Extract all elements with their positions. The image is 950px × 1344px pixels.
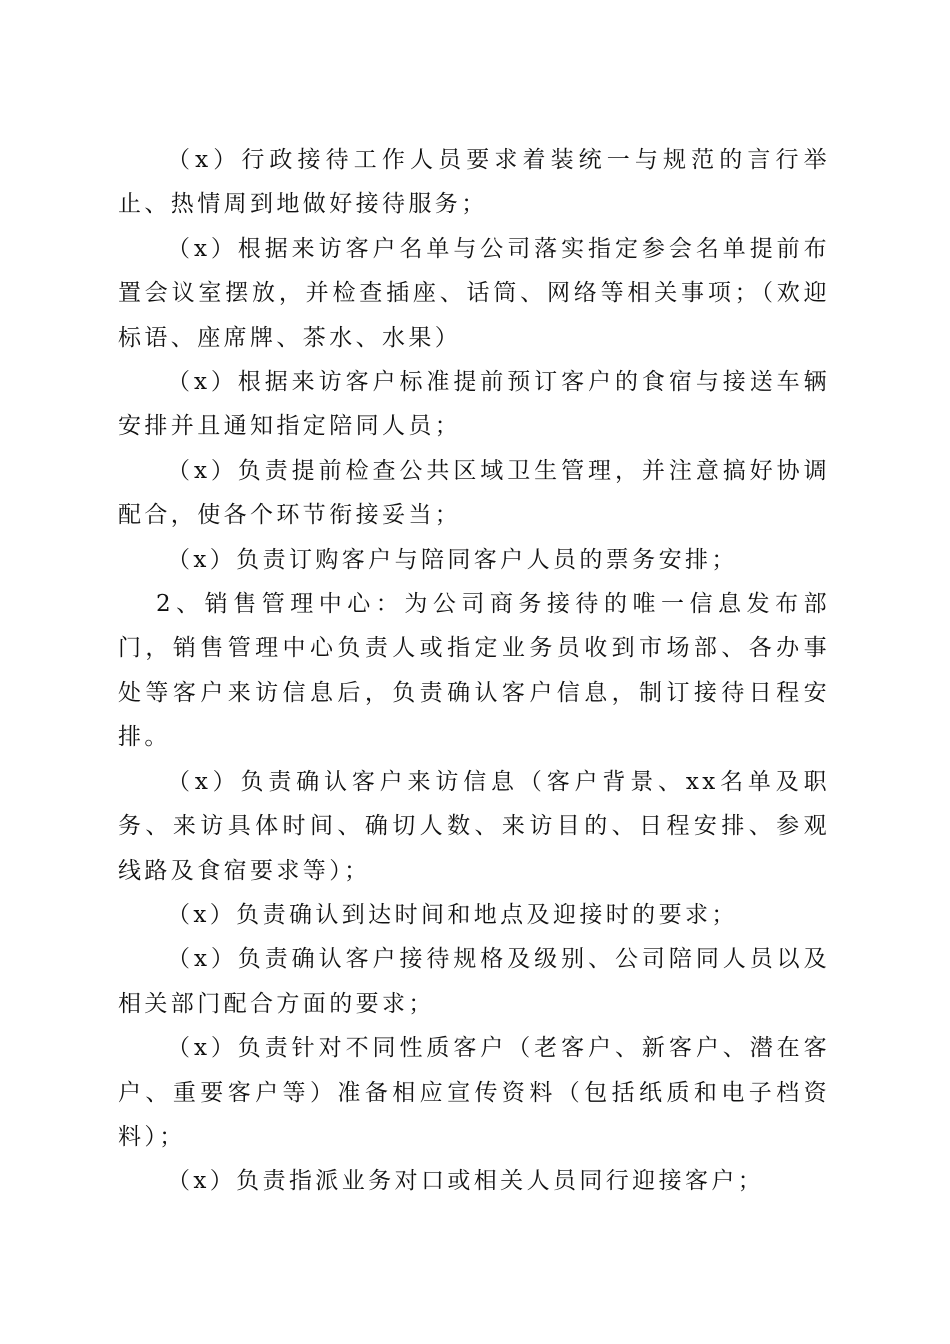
paragraph-public-area-hygiene: （x）负责提前检查公共区域卫生管理，并注意搞好协调配合，使各个环节衔接妥当； [118, 457, 830, 529]
paragraph-lodging-transport: （x）根据来访客户标准提前预订客户的食宿与接送车辆安排并且通知指定陪同人员； [118, 369, 830, 440]
section-heading-sales-center: 2、销售管理中心：为公司商务接待的唯一信息发布部门，销售管理中心负责人或指定业务员收到市场部、各办事处等客户来访信息后，负责确认客户信息，制订接待日程安排。 [118, 591, 830, 751]
paragraph-meeting-room-setup: （x）根据来访客户名单与公司落实指定参会名单提前布置会议室摆放，并检查插座、话筒、网络等相关事项；（欢迎标语、座席牌、茶水、水果） [118, 235, 830, 351]
paragraph-promo-materials: （x）负责针对不同性质客户（老客户、新客户、潜在客户、重要客户等）准备相应宣传资料（包括纸质和电子档资料）； [118, 1035, 830, 1150]
paragraph-confirm-visit-info: （x）负责确认客户来访信息（客户背景、xx名单及职务、来访具体时间、确切人数、来访目的、日程安排、参观线路及食宿要求等）； [118, 768, 830, 884]
document-body [118, 138, 830, 1204]
paragraph-ticketing: （x）负责订购客户与陪同客户人员的票务安排； [167, 546, 738, 573]
paragraph-arrival-time: （x）负责确认到达时间和地点及迎接时的要求； [167, 901, 738, 928]
paragraph-assign-staff: （x）负责指派业务对口或相关人员同行迎接客户； [167, 1168, 765, 1195]
paragraph-reception-level: （x）负责确认客户接待规格及级别、公司陪同人员以及相关部门配合方面的要求； [118, 946, 830, 1017]
paragraph-admin-attire: （x）行政接待工作人员要求着装统一与规范的言行举止、热情周到地做好接待服务； [118, 147, 830, 218]
